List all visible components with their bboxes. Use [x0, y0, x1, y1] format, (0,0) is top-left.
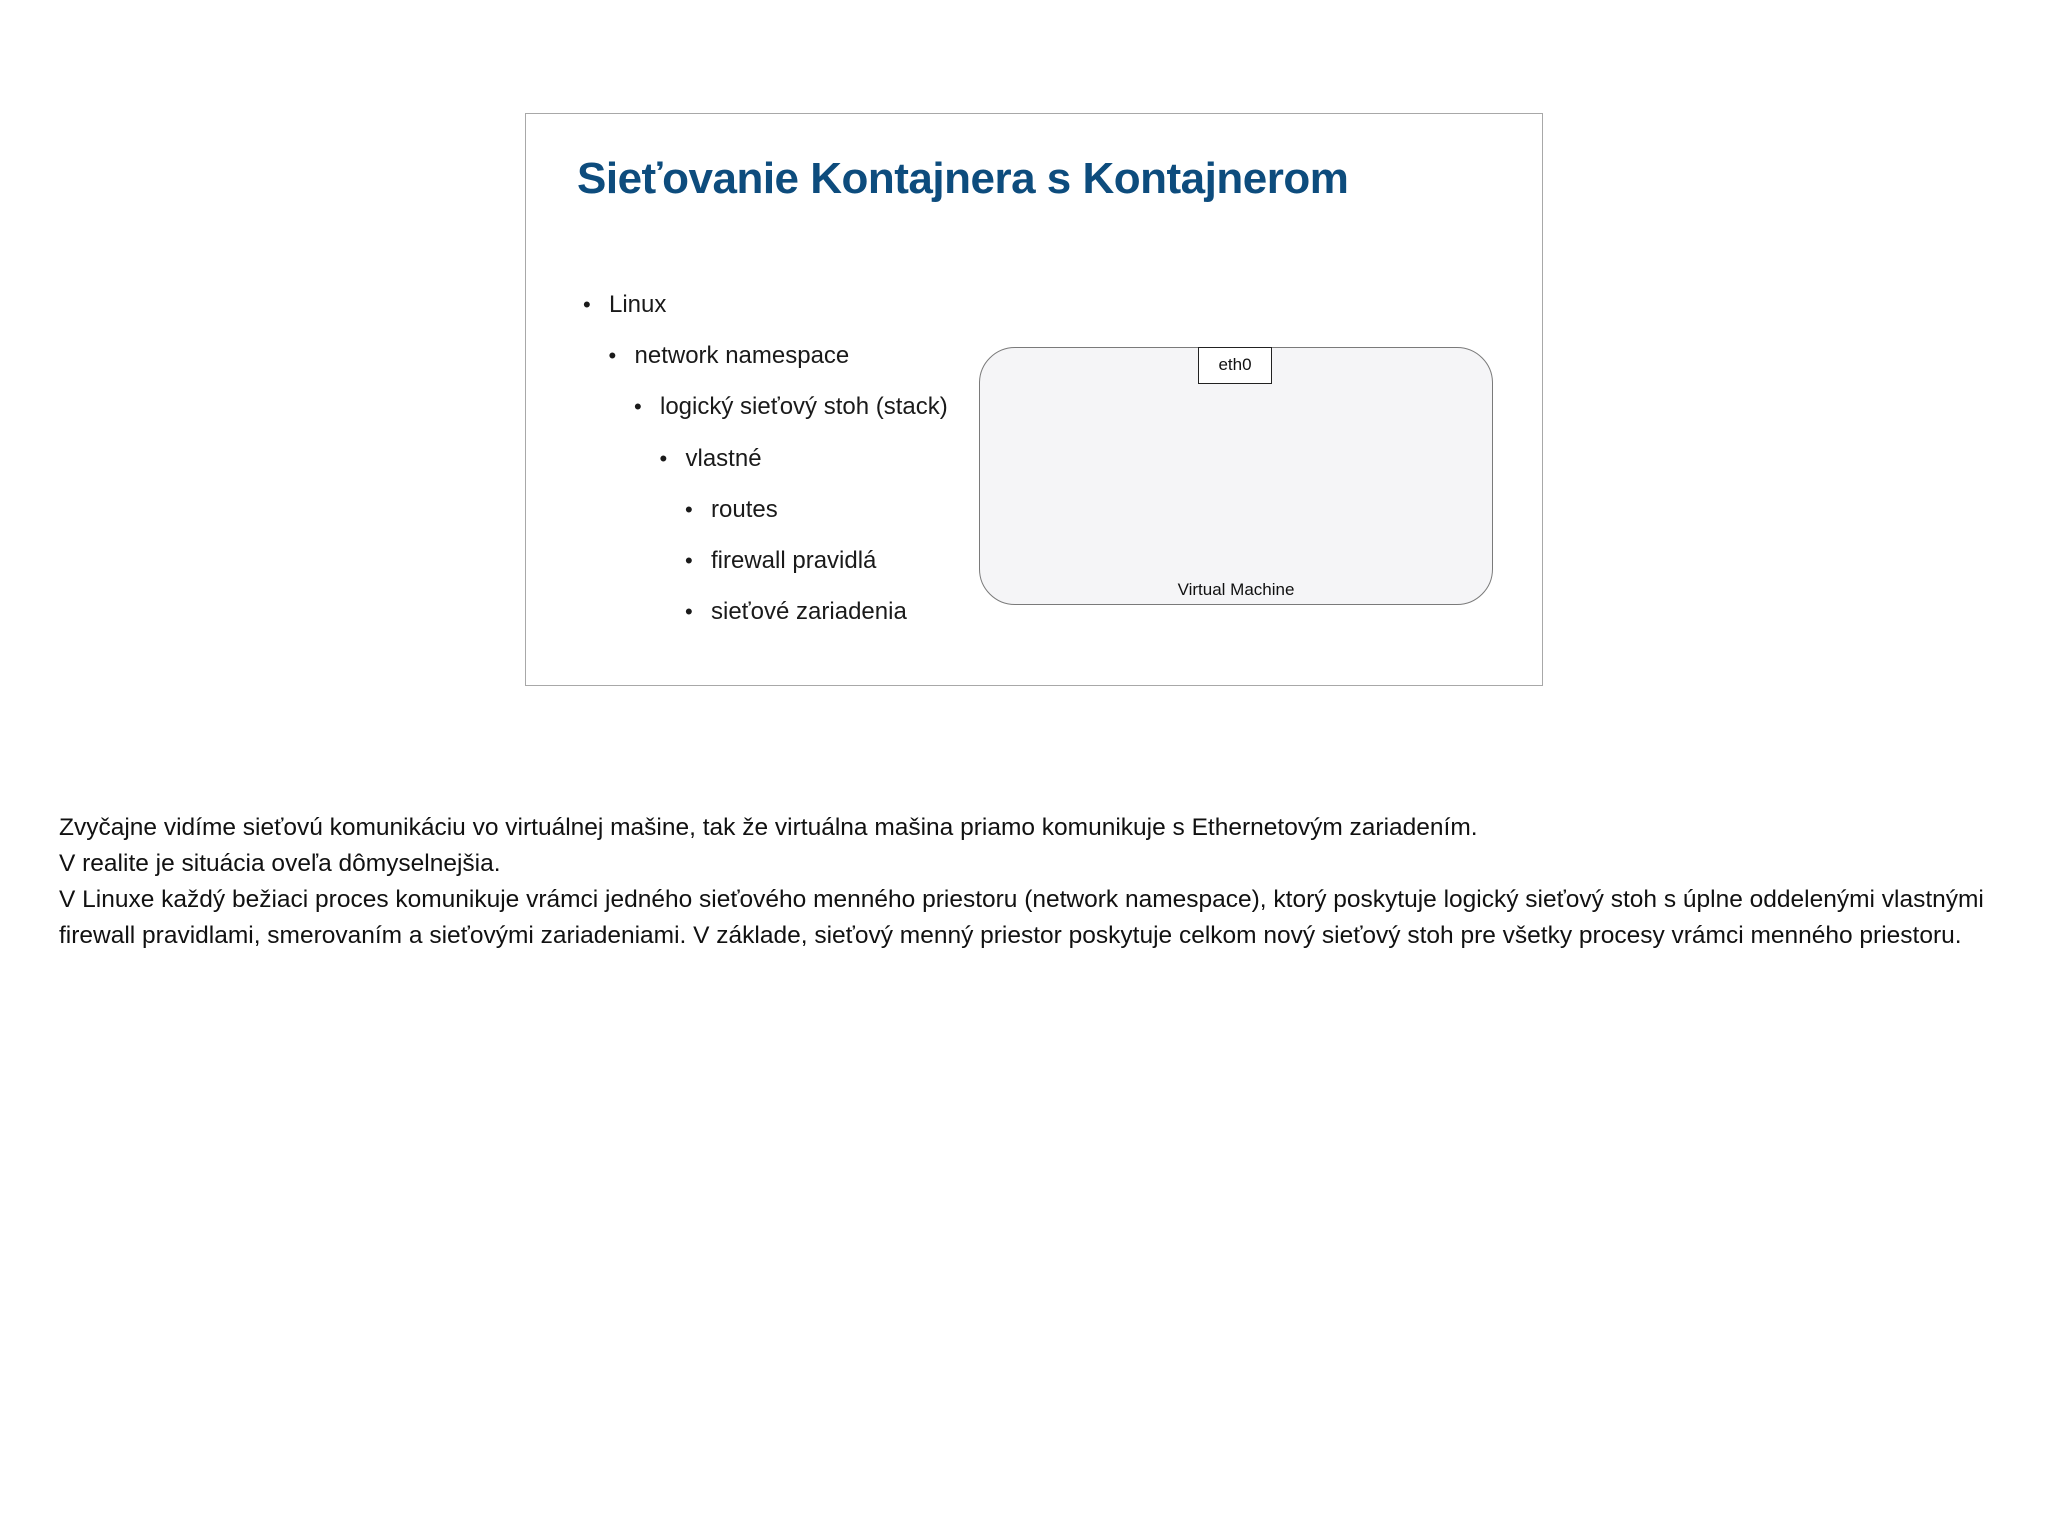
notes-paragraph: V Linuxe každý bežiaci proces komunikuje vrámci jedného sieťového menného priestoru (network namespace), ktorý poskytuje logický sieťový stoh s úplne oddelenými vlastnými firewall pravidlami, smerovaním a sieťovými zariadeniami. V základe, sieťový menný priestor poskytuje celkom nový sieťový stoh pre všetky procesy vrámci menného priestoru.	[59, 886, 1984, 949]
bullet-dot: •	[608, 343, 617, 369]
bullet-dot: •	[634, 394, 642, 420]
virtual-machine-box	[979, 347, 1493, 605]
bullet-dot: •	[685, 599, 693, 625]
presenter-notes	[59, 810, 2019, 954]
bullet-dot: •	[685, 496, 693, 522]
slide	[525, 113, 1543, 686]
bullet-label: logický sieťový stoh (stack)	[660, 393, 948, 421]
bullet-label: vlastné	[685, 444, 762, 472]
bullet-dot: •	[583, 292, 591, 317]
virtual-machine-label: Virtual Machine	[1177, 580, 1295, 599]
eth0-interface-box: eth0	[1198, 347, 1272, 384]
bullet-label: routes	[711, 495, 778, 523]
notes-paragraph: Zvyčajne vidíme sieťovú komunikáciu vo virtuálnej mašine, tak že virtuálna mašina priamo komunikuje s Ethernetovým zariadením.	[59, 814, 1478, 841]
bullet-label: network namespace	[634, 342, 850, 370]
bullet-dot: •	[685, 547, 693, 573]
bullet-label: Linux	[609, 291, 667, 318]
notes-paragraph: V realite je situácia oveľa dômyselnejšia.	[59, 850, 501, 877]
slide-title: Sieťovanie Kontajnera s Kontajnerom	[577, 154, 1349, 203]
bullet-label: firewall pravidlá	[711, 546, 877, 574]
bullet-dot: •	[659, 445, 668, 471]
bullet-label: sieťové zariadenia	[711, 598, 907, 626]
